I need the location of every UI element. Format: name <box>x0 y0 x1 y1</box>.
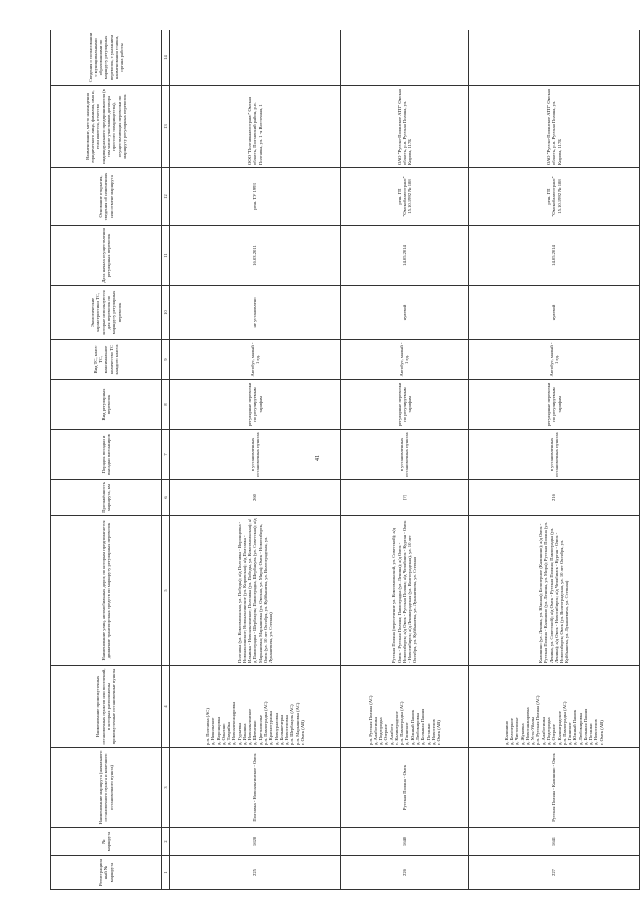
transport-kind-cell: регулярные перевозки по регулируемым тарифам <box>341 380 468 430</box>
stop-item: д. Алаботинка <box>372 717 378 745</box>
stop-item: д. Алабота <box>388 724 394 745</box>
rotated-table-area <box>50 30 640 890</box>
stop-item: д. Большая Пашня <box>582 708 588 745</box>
stop-item: д. Ильинка <box>241 723 247 745</box>
column-number: 7 <box>162 430 170 480</box>
stop-item: д. Большечерка <box>278 714 284 745</box>
start-date-cell: 14.05.2014 <box>341 226 468 286</box>
column-number: 9 <box>162 340 170 380</box>
column-number: 5 <box>162 516 170 666</box>
stops-cell <box>341 666 468 748</box>
route-registry-table <box>50 30 640 890</box>
transport-kind-cell: регулярные перевозки по регулируемым тарифам <box>468 380 639 430</box>
table-row <box>468 30 639 890</box>
basis-cell: реш. ГП "Омскоблавтотранс" 15.10.1992 № 188 <box>468 168 639 226</box>
column-number: 10 <box>162 286 170 340</box>
length-cell: 260 <box>170 480 341 516</box>
route-name-cell: Русская Поляна - Калинино - Омск <box>468 748 639 828</box>
column-number: 14 <box>162 30 170 86</box>
stop-item: д. Новоселовка <box>284 715 290 745</box>
vehicle-cell: Автобус, малый - 1 ед. <box>170 340 341 380</box>
stop-item: д. Новоселов <box>593 719 599 745</box>
header-cell: Дата начала осуществления регулярных перевозок <box>51 226 162 286</box>
stop-item: д. Глинское <box>404 722 410 745</box>
stop-item: д. Новосанжаровка <box>524 707 530 745</box>
streets-cell: Калинино (ул. Ленина, ул. Южная); Белозерное (Калинино); а/д Омск - Русская Поляна - Калинино (ул. Ленина, ул. Мира); Русская Поляна (ул. Ленина, ул. Советской); а/д Омск - Русская Поляна; Павлоградка (ул. Ленина); а/д Омск - Новосибирск; а/д Челябинск - Курган - Омск - Новосибирск; Омск (ул. Волгоградская, ул. 10 лет Октября, ул. Куйбышева, ул. Лукашевича, ул. Степная) <box>468 516 639 666</box>
column-number: 13 <box>162 86 170 168</box>
header-cell: Вид регулярных перевозок <box>51 380 162 430</box>
stop-item: с. Калинградское <box>393 711 399 745</box>
header-cell: Вид ТС, класс ТС, максимальное количество ТС каждого класса <box>51 340 162 380</box>
header-cell: Наименование промежуточных остановочных пунктов или поселений, в которых расположены промежуточные остановочные пункты <box>51 666 162 748</box>
stop-item: д. Гурьевка <box>236 722 242 745</box>
carrier-cell: ОАО "Русско-Полянское АТП" Омская область, р.п. Русская Поляна, ул. Кирова, 117Б <box>341 86 468 168</box>
stop-item: д. Чистополье <box>514 717 520 745</box>
stop-item: д. Никольское <box>210 717 216 745</box>
basis-cell: реш. ГП "Омскоблавтотранс" 15.10.1992 № 188 <box>341 168 468 226</box>
start-date-cell: 16.03.2011 <box>170 226 341 286</box>
column-number: 6 <box>162 480 170 516</box>
column-number: 8 <box>162 380 170 430</box>
streets-cell: Полтавка (ул. Комсомольская, ул. Победы); а/д Полтавка - Воронцовка - Новоальтинское; Новоальтинское (ул. Кировская); а/д Полтавка - Ильинка - Новоальтинское; Полтавка (ул. Победы, ул. Комсомольская); а/д Павлоградка - Шербакуль; Павлоградка, Шербакуль (ул. Советская); а/д Марьяновка; Марьяновка (ул. Омская, ул. Мира); Омск - Новосибирск, Омск (ул. 10 лет Октября, ул. Куйбышева, ул. Волгоградская, ул. Лукашевича, ул. Степная) <box>170 516 341 666</box>
stop-item: д. Подгородка <box>378 717 384 745</box>
approval-cell <box>468 30 639 86</box>
eco-cell: не установлено <box>170 286 341 340</box>
reg-number-cell: 227 <box>468 856 639 890</box>
stop-item: д. Потанки <box>425 723 431 745</box>
header-cell: Наименование, место нахождения юридического лица, фамилия, имя и, если имеется, отчество индивидуального предпринимателя (в том числе участников договора простого товарищества), осуществляющих перевозки по маршруту регулярных перевозок <box>51 86 162 168</box>
stops-cell <box>468 666 639 748</box>
stop-item: д. Новоальтинское <box>247 708 253 745</box>
header-cell: Регистрационный № маршрута <box>51 856 162 890</box>
column-number: 2 <box>162 828 170 856</box>
stop-item: д. Калинградское <box>556 711 562 745</box>
stop-item: д. Ольгино <box>220 723 226 745</box>
stop-item: д. Потанки <box>588 723 594 745</box>
stop-item: д. Шевченко <box>252 720 258 745</box>
transport-kind-cell: регулярные перевозки по регулируемым тарифам <box>170 380 341 430</box>
stop-item: д. Большая Пашня <box>420 708 426 745</box>
boarding-cell: в установленных остановочных пунктах <box>170 430 341 480</box>
table-row <box>170 30 341 890</box>
stop-item: д. Белозерное <box>508 718 514 745</box>
vehicle-cell: Автобус, малый - 1 ед. <box>341 340 468 380</box>
page-number: 41 <box>315 455 321 461</box>
header-cell: Основание открытия, сведения об изменениях или отмене маршрута <box>51 168 162 226</box>
stop-item: д. Подгородка <box>545 717 551 745</box>
stops-cell <box>170 666 341 748</box>
stop-item: р.п. Русская Поляна (АС) <box>367 695 373 745</box>
route-name-cell: Полтавка - Новоальтинское - Омск <box>170 748 341 828</box>
header-cell: Сведения о согласовании с муниципальными образованиями по маршруту регулярных перевозок, с указанием наименования ставки, органа работы <box>51 30 162 86</box>
route-name-cell: Русская Поляна - Омск <box>341 748 468 828</box>
table-row <box>341 30 468 890</box>
stop-item: д. Таврийка <box>226 722 232 745</box>
stop-item: д. Любомировка <box>577 712 583 745</box>
stop-item: д. Глинское <box>567 722 573 745</box>
route-registry-table-wrapper <box>50 30 640 890</box>
stop-item: д. Озерное <box>551 724 557 745</box>
streets-cell: Русская Поляна (пересечение ул. Комсомольской, ул. Советской); а/д Омск - Русская Поляна; Павлоградка (ул. Ленина); а/д Омск - Новосибирск; а/д Омск - Русская Поляна; а/д Челябинск - Курган - Омск - Новосибирск; а/д Ленинградская (ул. Волгоградская), ул. 10 лет Октября, ул. Куйбышева, ул. Лукашевича, ул. Степная <box>341 516 468 666</box>
boarding-cell: в установленных остановочных пунктах <box>341 430 468 480</box>
basis-cell: реш. ТУ 1993 <box>170 168 341 226</box>
approval-cell <box>170 30 341 86</box>
stop-item: д. Озерное <box>383 724 389 745</box>
stop-item: д. Южный Пашок <box>572 709 578 745</box>
stop-item: р.п. Полтавка (АС) <box>204 708 210 745</box>
boarding-cell: в установленных остановочных пунктах <box>468 430 639 480</box>
stop-item: д. Цветнополье <box>257 714 263 745</box>
stop-item: д. Усть-Уйалы <box>530 717 536 745</box>
route-number-cell: 1640 <box>341 828 468 856</box>
column-number-row <box>162 30 170 890</box>
reg-number-cell: 225 <box>170 856 341 890</box>
stop-item: д. Новоураловка <box>273 712 279 745</box>
column-number: 1 <box>162 856 170 890</box>
stop-item: г. Омск (АВ) <box>436 720 442 745</box>
column-number: 4 <box>162 666 170 748</box>
header-row <box>51 30 162 890</box>
stop-item: д. Жуковка <box>519 723 525 745</box>
stop-item: р.п. Русская Поляна (АС) <box>535 695 541 745</box>
route-number-cell: 1628 <box>170 828 341 856</box>
stop-item: р.п. Павлоградка (АС) <box>263 701 269 745</box>
header-cell: Протяжённость маршрута, км <box>51 480 162 516</box>
stop-item: д. Алаботинка <box>540 717 546 745</box>
stop-item: г. Омск (АВ) <box>598 720 604 745</box>
length-cell: 216 <box>468 480 639 516</box>
route-number-cell: 1641 <box>468 828 639 856</box>
stop-item: р.п. Марьяновка (АС) <box>294 702 300 745</box>
length-cell: [?] <box>341 480 468 516</box>
header-cell: Экологические характеристики ТС, которые используются для перевозок по маршруту регулярных перевозок <box>51 286 162 340</box>
stop-item: д. Новоселов <box>430 719 436 745</box>
column-number: 12 <box>162 168 170 226</box>
header-cell: Порядок посадки и высадки пассажиров <box>51 430 162 480</box>
vehicle-cell: Автобус, малый - 1 ед. <box>468 340 639 380</box>
header-cell: Наименование улиц, автомобильных дорог, по которым предполагается движение транспортных средств по маршруту регулярных перевозок <box>51 516 162 666</box>
stop-item: г. Омск (АВ) <box>300 720 306 745</box>
stop-item: д. Калинино <box>503 720 509 745</box>
eco-cell: нулевой <box>468 286 639 340</box>
eco-cell: нулевой <box>341 286 468 340</box>
stop-item: р.п. Павлоградка (АС) <box>399 701 405 745</box>
column-number: 3 <box>162 748 170 828</box>
approval-cell <box>341 30 468 86</box>
start-date-cell: 14.05.2014 <box>468 226 639 286</box>
stop-item: д. Новоалександровка <box>231 701 237 745</box>
stop-item: р.п. Павлоградка (АС) <box>561 701 567 745</box>
stop-item: д. Воронцовка <box>215 716 221 745</box>
reg-number-cell: 226 <box>341 856 468 890</box>
carrier-cell: ООО "Полтавкаавтотранс" Омская область, Полтавский район, р.п. Полтавка, ул. 1 -я Восточная, 1 <box>170 86 341 168</box>
carrier-cell: ОАО "Русско-Полянское АТП" Омская область, р.п. Русская Поляна, ул. Кирова, 117Б <box>468 86 639 168</box>
stop-item: д. Краснотуранка <box>268 710 274 745</box>
stop-item: д. Южный Пашок <box>409 709 415 745</box>
stop-item: д. Любомировка <box>415 712 421 745</box>
header-cell: Наименование маршрута (начального остановочного пункта и конечного остановочного пункта) <box>51 748 162 828</box>
column-number: 11 <box>162 226 170 286</box>
stop-item: р.п. Шербакуль (АС) <box>289 704 295 745</box>
header-cell: № маршрута <box>51 828 162 856</box>
